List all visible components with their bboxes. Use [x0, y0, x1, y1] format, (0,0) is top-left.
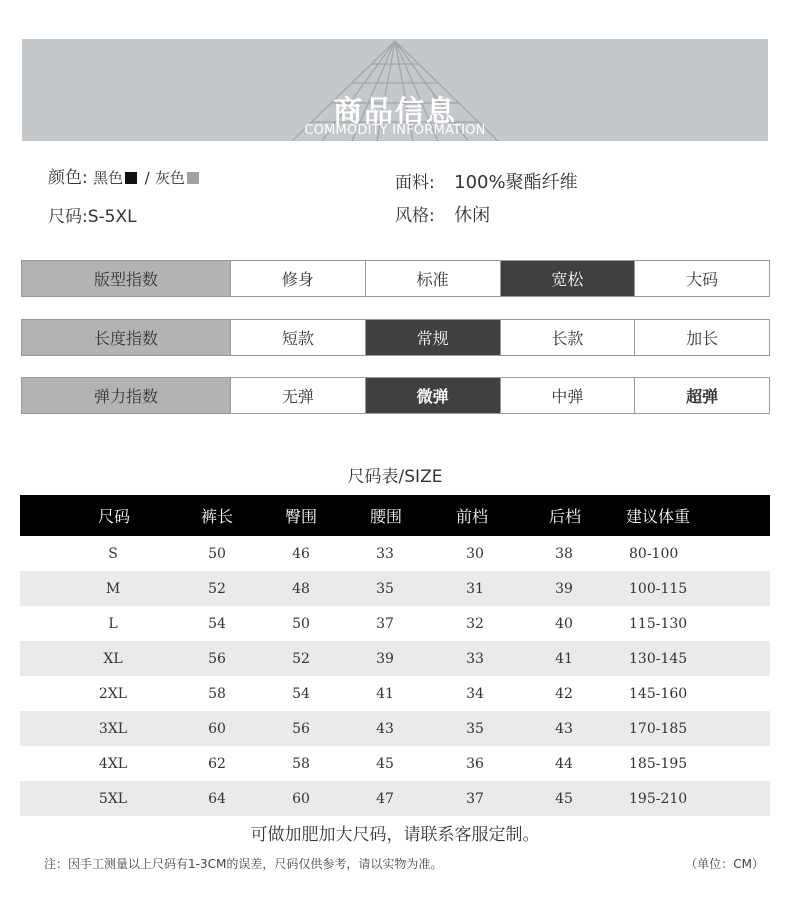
table-cell: 60	[208, 720, 226, 737]
stretch-option-medium: 中弹	[501, 378, 636, 413]
size-table	[20, 495, 770, 816]
style-value: 休闲	[454, 205, 491, 226]
color-separator: /	[144, 169, 150, 187]
table-cell: 145-160	[629, 685, 688, 702]
table-cell: 80-100	[629, 545, 679, 562]
table-cell: 35	[466, 720, 484, 737]
header-front-rise: 前档	[456, 507, 489, 526]
header-size: 尺码	[98, 507, 131, 526]
table-row	[20, 536, 770, 571]
table-row	[20, 781, 770, 816]
table-cell: 37	[376, 615, 394, 632]
table-cell: 40	[555, 615, 573, 632]
table-cell: 48	[292, 580, 310, 597]
table-cell: 195-210	[629, 790, 688, 807]
header-hip: 臀围	[285, 507, 318, 526]
size-table-title: 尺码表/SIZE	[347, 467, 443, 487]
color-label: 颜色:	[48, 168, 88, 188]
table-row	[20, 746, 770, 781]
length-index-label: 长度指数	[22, 320, 231, 355]
banner	[22, 39, 768, 141]
stretch-index-label: 弹力指数	[22, 378, 231, 413]
size-label: 尺码:	[48, 207, 88, 227]
table-cell: 64	[208, 790, 226, 807]
table-cell: 170-185	[629, 720, 688, 737]
stretch-option-none: 无弹	[231, 378, 366, 413]
size-info	[48, 202, 137, 227]
table-cell: 60	[292, 790, 310, 807]
table-cell: 38	[555, 545, 573, 562]
table-cell: S	[108, 545, 118, 562]
table-cell: 58	[208, 685, 226, 702]
fit-index-row	[21, 260, 770, 297]
length-option-long: 长款	[501, 320, 636, 355]
size-value: S-5XL	[87, 207, 137, 227]
fit-option-plus: 大码	[635, 261, 769, 296]
length-option-extra-long: 加长	[635, 320, 769, 355]
table-cell: 37	[466, 790, 484, 807]
size-table-header	[20, 495, 770, 536]
table-cell: 130-145	[629, 650, 688, 667]
banner-subtitle: COMMODITY INFORMATION	[304, 123, 486, 138]
fit-option-loose: 宽松	[501, 261, 636, 296]
stretch-index-row	[21, 377, 770, 414]
table-cell: 56	[292, 720, 310, 737]
gray-swatch	[187, 172, 199, 184]
table-cell: 100-115	[629, 580, 688, 597]
style-label: 风格:	[395, 206, 435, 226]
fit-option-standard: 标准	[366, 261, 501, 296]
table-cell: 52	[292, 650, 310, 667]
table-cell: 34	[466, 685, 484, 702]
table-cell: 2XL	[98, 685, 128, 702]
table-cell: 50	[208, 545, 226, 562]
table-cell: 185-195	[629, 755, 688, 772]
table-cell: 4XL	[98, 755, 128, 772]
table-cell: L	[108, 615, 118, 632]
table-cell: 45	[555, 790, 573, 807]
table-row	[20, 606, 770, 641]
table-cell: 43	[376, 720, 394, 737]
header-weight: 建议体重	[626, 507, 691, 526]
table-cell: 52	[208, 580, 226, 597]
table-cell: 62	[208, 755, 226, 772]
table-cell: 58	[292, 755, 310, 772]
header-length: 裤长	[201, 507, 234, 526]
length-option-regular: 常规	[366, 320, 501, 355]
length-index-row	[21, 319, 770, 356]
table-cell: 30	[466, 545, 484, 562]
custom-size-note: 可做加肥加大尺码，请联系客服定制。	[250, 825, 540, 845]
table-cell: 45	[376, 755, 394, 772]
stretch-option-super: 超弹	[635, 378, 769, 413]
table-cell: 50	[292, 615, 310, 632]
table-cell: 54	[208, 615, 226, 632]
table-cell: 3XL	[98, 720, 128, 737]
banner-title: 商品信息	[332, 94, 457, 128]
table-cell: 56	[208, 650, 226, 667]
table-cell: 43	[555, 720, 573, 737]
fabric-label: 面料:	[395, 173, 435, 193]
stretch-option-slight: 微弹	[366, 378, 501, 413]
table-cell: 39	[555, 580, 573, 597]
color-gray-label: 灰色	[155, 169, 186, 187]
fit-option-slim: 修身	[231, 261, 366, 296]
color-info	[48, 163, 201, 188]
table-row	[20, 711, 770, 746]
header-back-rise: 后档	[549, 507, 582, 526]
table-cell: 44	[555, 755, 573, 772]
fabric-info	[395, 168, 578, 194]
header-waist: 腰围	[370, 507, 403, 526]
table-row	[20, 641, 770, 676]
table-cell: M	[105, 580, 121, 597]
table-cell: 5XL	[98, 790, 128, 807]
table-row	[20, 571, 770, 606]
size-table-body	[20, 536, 770, 816]
table-cell: 33	[376, 545, 394, 562]
style-info	[395, 201, 490, 227]
length-option-short: 短款	[231, 320, 366, 355]
table-cell: 41	[555, 650, 573, 667]
table-cell: 41	[376, 685, 394, 702]
table-cell: 46	[292, 545, 310, 562]
fabric-value: 100%聚酯纤维	[454, 172, 578, 193]
table-cell: 36	[466, 755, 484, 772]
table-cell: 32	[466, 615, 484, 632]
table-cell: 39	[376, 650, 394, 667]
table-cell: 115-130	[629, 615, 688, 632]
table-cell: 33	[466, 650, 484, 667]
table-cell: 54	[292, 685, 310, 702]
table-cell: 47	[376, 790, 394, 807]
table-cell: 42	[555, 685, 573, 702]
measurement-disclaimer: 注：因手工测量以上尺码有1-3CM的误差，尺码仅供参考，请以实物为准。	[44, 857, 443, 871]
table-cell: 35	[376, 580, 394, 597]
black-swatch	[125, 172, 137, 184]
color-black-label: 黑色	[93, 169, 124, 187]
table-cell: XL	[103, 650, 123, 667]
unit-note: （单位：CM）	[685, 857, 764, 871]
fit-index-label: 版型指数	[22, 261, 231, 296]
table-row	[20, 676, 770, 711]
table-cell: 31	[466, 580, 484, 597]
